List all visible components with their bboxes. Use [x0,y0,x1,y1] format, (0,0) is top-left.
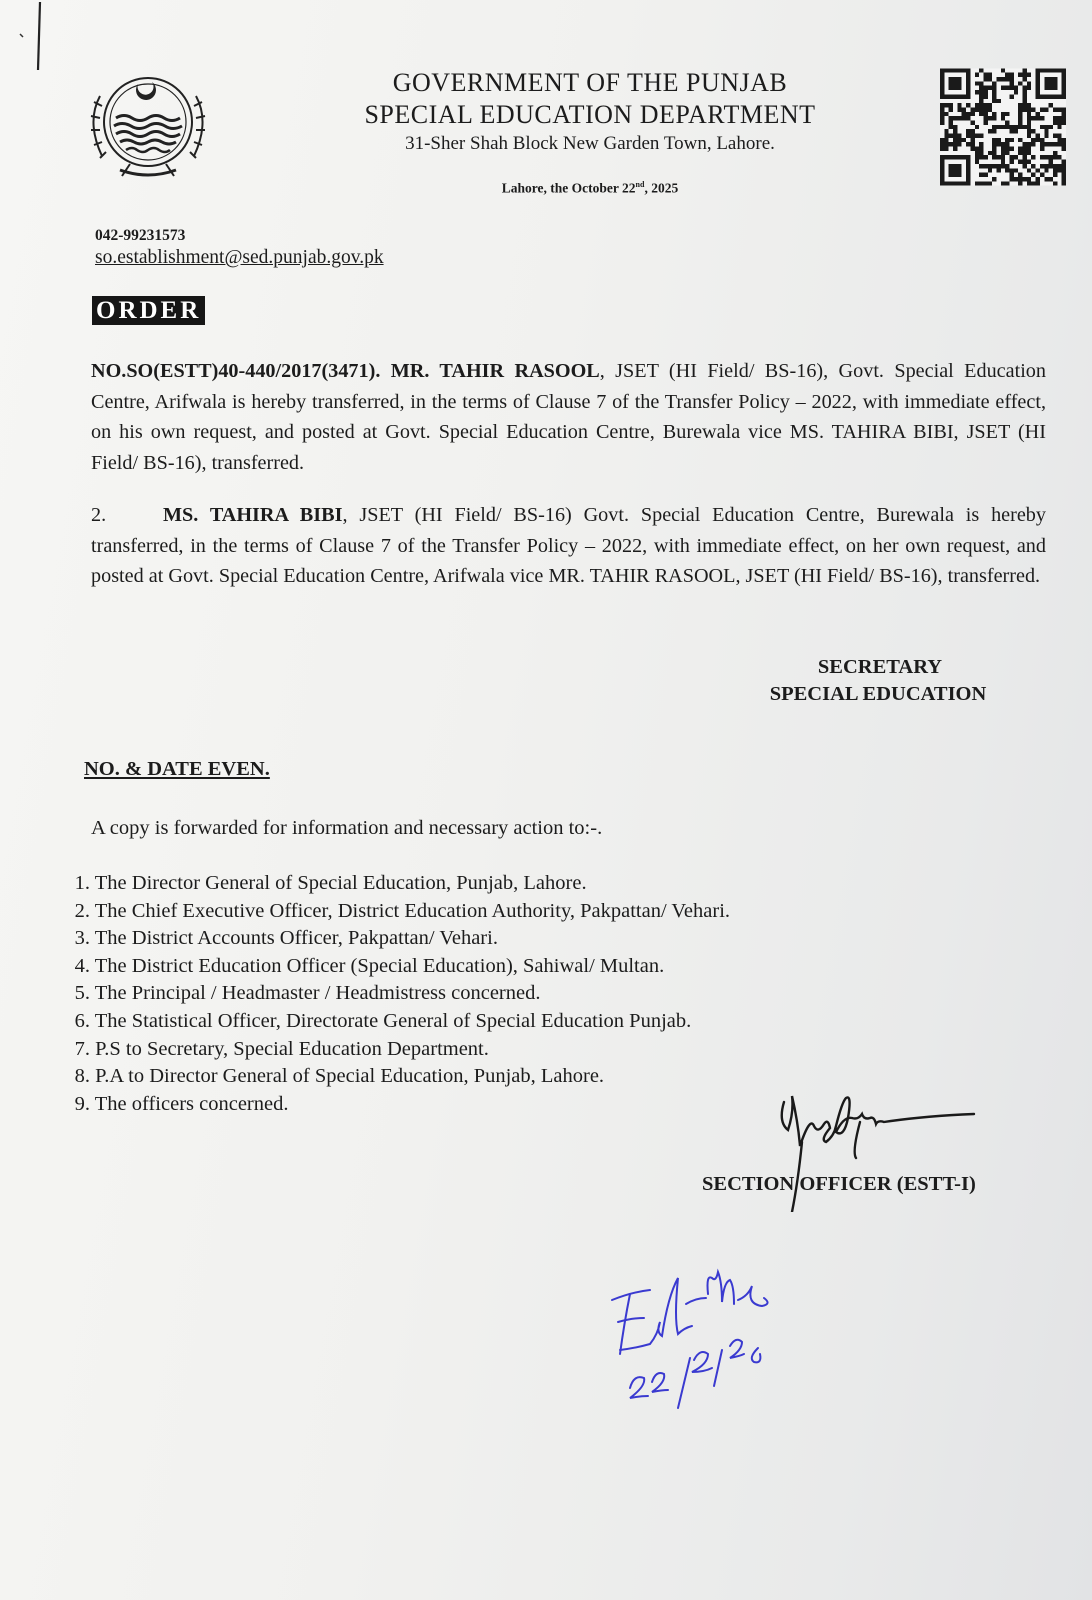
order-reference: NO.SO(ESTT)40-440/2017(3471). MR. TAHIR RASOOL [91,360,600,382]
order-heading: ORDER [92,296,205,325]
qr-code-icon [940,68,1066,186]
date-year: , 2025 [644,180,679,196]
list-item: 1. The Director General of Special Education, Punjab, Lahore. [74,872,587,894]
no-and-date-heading: NO. & DATE EVEN. [84,758,270,780]
transferee-name: MS. TAHIRA BIBI [163,504,343,526]
government-title: GOVERNMENT OF THE PUNJAB [392,68,788,97]
section-officer-title: SECTION OFFICER (ESTT-I) [702,1173,976,1195]
handwritten-initials-icon [590,1230,820,1420]
department-title: SPECIAL EDUCATION DEPARTMENT [364,100,816,129]
list-item: 8. P.A to Director General of Special Education, Punjab, Lahore. [74,1065,605,1088]
copy-forwarded-line: A copy is forwarded for information and necessary action to:-. [91,817,603,839]
order-date [330,180,850,197]
paragraph-number: 2. [91,504,107,526]
date-suffix: nd [635,180,645,189]
list-item: 5. The Principal / Headmaster / Headmistress concerned. [74,982,541,1005]
order-paragraph-1-text: , JSET (HI Field/ BS-16), Govt. Special Education Centre, Arifwala is hereby transferred, in the terms of Clause 7 of the Transfer Policy – 2022, with immediate effect, on his own request, and posted at Govt. Special Education Centre, Burewala vice MS. TAHIRA BIBI, JSET (HI Field/ BS-16), transferred. [91,360,1046,474]
list-item: 4. The District Education Officer (Special Education), Sahiwal/ Multan. [74,954,665,977]
list-item: 2. The Chief Executive Officer, District Education Authority, Pakpattan/ Vehari. [74,899,731,922]
date-prefix: Lahore, the October 22 [501,180,636,196]
contact-email-link[interactable]: so.establishment@sed.punjab.gov.pk [95,247,384,268]
secretary-title: SECRETARY [817,656,943,678]
order-paragraph-2-text: , JSET (HI Field/ BS-16) Govt. Special Education Centre, Burewala is hereby transferred, in the terms of Clause 7 of the Transfer Policy – 2022, with immediate effect, on her own request, and posted at Govt. Special Education Centre, Arifwala vice MR. TAHIR RASOOL, JSET (HI Field/ BS-16), transferred. [91,504,1046,587]
list-item: 3. The District Accounts Officer, Pakpattan/ Vehari. [74,927,498,950]
list-item: 6. The Statistical Officer, Directorate General of Special Education Punjab. [74,1009,692,1032]
department-address: 31-Sher Shah Block New Garden Town, Lahore. [405,133,775,154]
punjab-emblem-icon [80,66,216,184]
order-paragraph-1 [91,356,1046,478]
list-item: 7. P.S to Secretary, Special Education Department. [74,1037,489,1060]
list-item: 9. The officers concerned. [74,1092,289,1115]
order-paragraph-2 [91,500,1046,592]
secretary-department: SPECIAL EDUCATION [769,683,987,705]
distribution-list [50,870,730,1118]
pen-mark-icon [14,0,44,80]
contact-phone: 042-99231573 [95,227,186,244]
